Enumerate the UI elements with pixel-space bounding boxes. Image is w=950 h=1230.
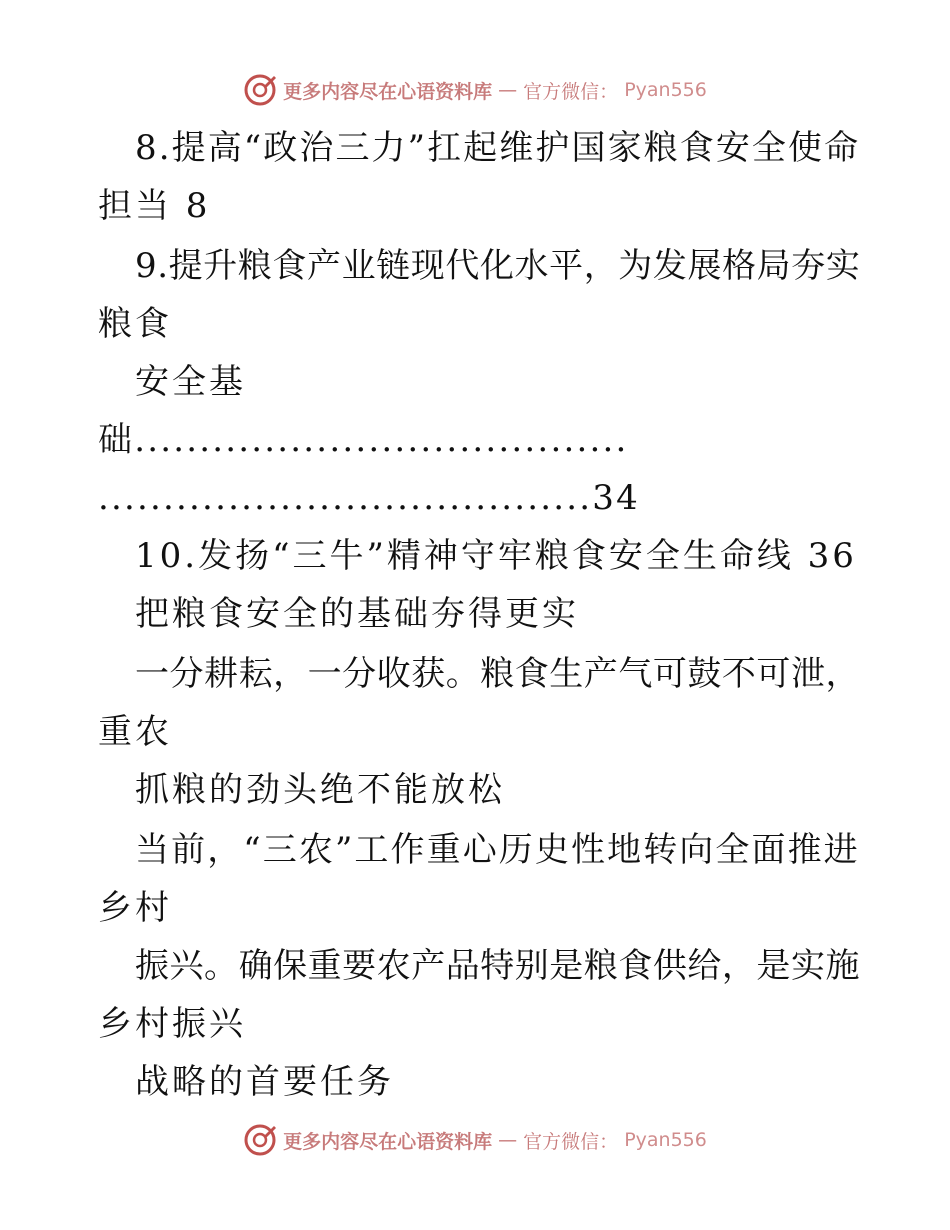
paragraph-1-line-1: 一分耕耘，一分收获。粮食生产气可鼓不可泄， (135, 654, 860, 694)
paragraph-5: 战略的首要任务 (135, 1062, 394, 1102)
toc-entry-10-line-1: 10.发扬“三牛”精神守牢粮食安全生命线 36 (135, 536, 857, 576)
watermark-footer (0, 1120, 950, 1160)
watermark-id: Pyan556 (624, 1129, 707, 1151)
watermark-main-text: 更多内容尽在心语资料库 (283, 1130, 493, 1153)
toc-entry-9-line-4: 础...................................... (98, 420, 629, 460)
watermark-main-text: 更多内容尽在心语资料库 (283, 80, 493, 103)
watermark-header (0, 70, 950, 110)
watermark-separator: — (498, 1129, 518, 1151)
toc-entry-9-line-1: 9.提升粮食产业链现代化水平，为发展格局夯实 (135, 246, 861, 286)
toc-entry-8-line-1: 8.提高“政治三力”扛起维护国家粮食安全使命 (135, 128, 861, 168)
toc-entry-9-line-5: ......................................34 (98, 478, 640, 518)
toc-entry-9-line-2: 粮食 (98, 304, 172, 344)
paragraph-4-line-2: 乡村振兴 (98, 1004, 246, 1044)
toc-entry-8-line-2: 担当 8 (98, 186, 211, 226)
paragraph-3-line-1: 当前，“三农”工作重心历史性地转向全面推进 (135, 830, 860, 870)
paragraph-4-line-1: 振兴。确保重要农产品特别是粮食供给，是实施 (135, 946, 860, 986)
watermark-sub-text: 官方微信： (523, 1130, 619, 1153)
logo-icon (243, 1123, 277, 1157)
section-heading: 把粮食安全的基础夯得更实 (135, 594, 579, 634)
logo-icon (243, 73, 277, 107)
paragraph-3-line-2: 乡村 (98, 888, 172, 928)
watermark-separator: — (498, 79, 518, 101)
watermark-sub-text: 官方微信： (523, 80, 619, 103)
watermark-id: Pyan556 (624, 79, 707, 101)
paragraph-1-line-2: 重农 (98, 712, 172, 752)
paragraph-2: 抓粮的劲头绝不能放松 (135, 770, 505, 810)
toc-entry-9-line-3: 安全基 (135, 362, 246, 402)
